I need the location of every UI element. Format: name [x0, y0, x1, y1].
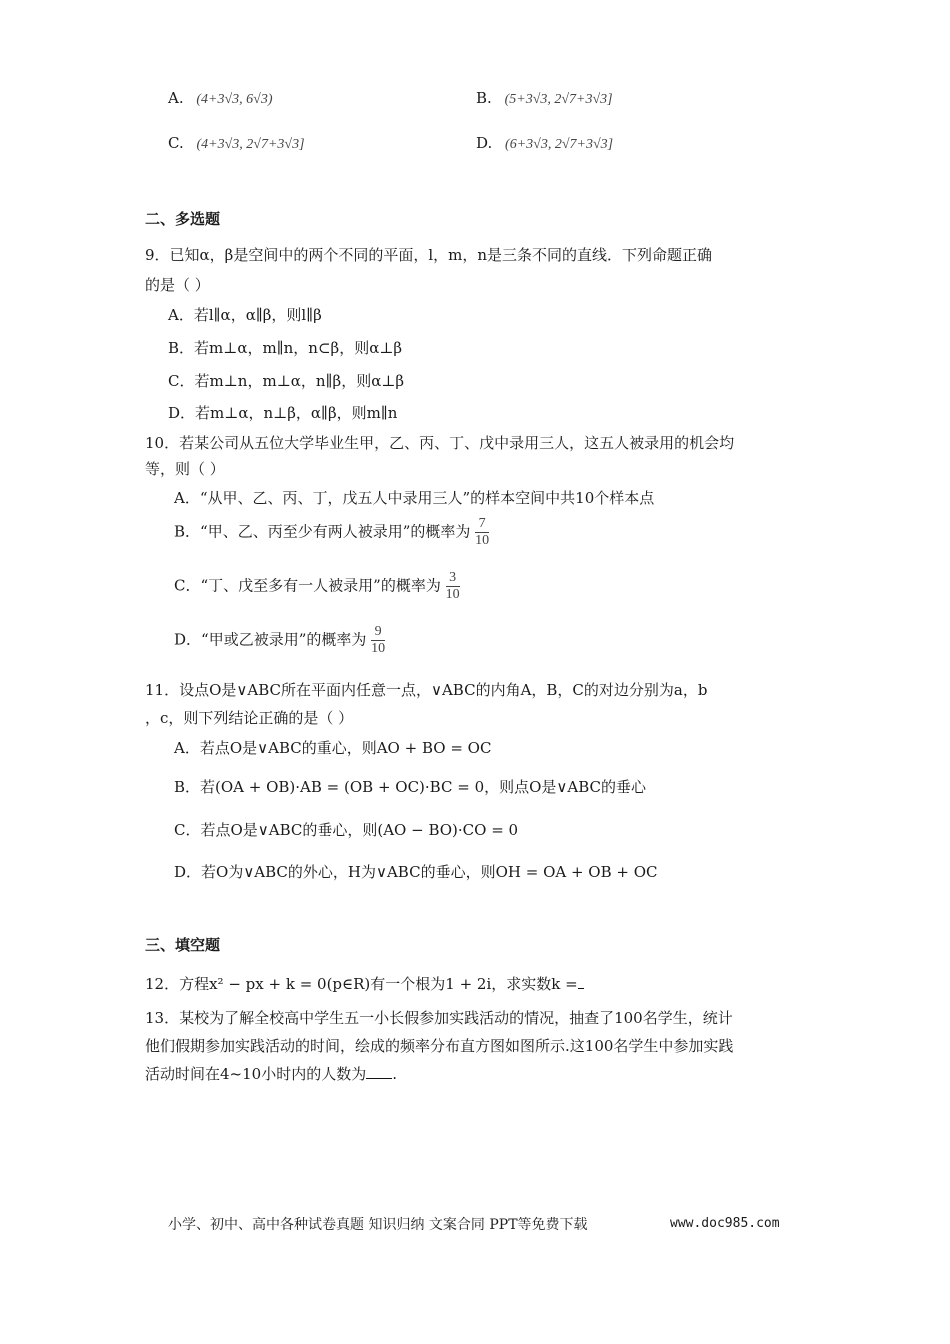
- q9-option-b: B．若m⊥α，m∥n，n⊂β，则α⊥β: [168, 339, 403, 357]
- denominator: 10: [371, 641, 386, 656]
- option-expr: (4+3√3, 6√3): [196, 92, 273, 107]
- q11-stem-line1: 11．设点O是∨ABC所在平面内任意一点，∨ABC的内角A，B，C的对边分别为a，b: [145, 681, 708, 699]
- q8-option-d: [476, 133, 613, 155]
- q11-option-c: C．若点O是∨ABC的垂心，则(AO − BO)·CO = 0: [174, 821, 519, 839]
- option-label: C.: [168, 134, 184, 152]
- section-title: 二、多选题: [145, 210, 221, 228]
- option-text: B．“甲、乙、丙至少有两人被录用”的概率为: [174, 522, 471, 541]
- option-expr: (4+3√3, 2√7+3√3]: [196, 137, 305, 152]
- option-expr: (5+3√3, 2√7+3√3]: [504, 92, 613, 107]
- option-text: D．“甲或乙被录用”的概率为: [174, 630, 367, 649]
- q12-stem: [145, 974, 584, 994]
- q10-option-d: [174, 624, 385, 657]
- q10-option-c: [174, 570, 460, 603]
- q9-stem-line1: 9．已知α，β是空间中的两个不同的平面，l，m，n是三条不同的直线．下列命题正确: [145, 246, 713, 264]
- q11-option-a: A．若点O是∨ABC的重心，则AO + BO = OC: [174, 739, 492, 757]
- fraction: [446, 570, 460, 603]
- footer-url[interactable]: www.doc985.com: [670, 1216, 780, 1231]
- fraction: [475, 516, 489, 549]
- q12-text: 12．方程x² − px + k = 0(p∈R)有一个根为1 + 2i，求实数k =: [145, 975, 578, 993]
- q11-stem-line2: ，c，则下列结论正确的是（ ）: [145, 709, 354, 727]
- denominator: 10: [475, 533, 490, 548]
- q9-option-c: C．若m⊥n，m⊥α，n∥β，则α⊥β: [168, 372, 405, 390]
- option-label: B.: [476, 89, 492, 107]
- option-text: C．“丁、戊至多有一人被录用”的概率为: [174, 576, 441, 595]
- option-label: A.: [168, 89, 184, 107]
- q13-stem-line3: 活动时间在4~10小时内的人数为 .: [145, 1065, 397, 1083]
- numerator: 3: [449, 570, 457, 585]
- denominator: 10: [445, 587, 460, 602]
- numerator: 9: [374, 624, 382, 639]
- q13-text: 活动时间在4~10小时内的人数为: [145, 1065, 367, 1083]
- answer-blank: [366, 1064, 392, 1079]
- answer-blank: [578, 974, 584, 989]
- numerator: 7: [478, 516, 486, 531]
- q9-stem-line2: 的是（ ）: [145, 276, 210, 294]
- q9-option-a: A．若l∥α，α∥β，则l∥β: [168, 306, 322, 324]
- q10-stem-line1: 10．若某公司从五位大学毕业生甲，乙、丙、丁、戊中录用三人，这五人被录用的机会均: [145, 434, 735, 452]
- q8-option-c: [168, 133, 305, 155]
- option-expr: (6+3√3, 2√7+3√3]: [505, 137, 614, 152]
- section-title: 三、填空题: [145, 936, 221, 954]
- q13-stem-line1: 13．某校为了解全校高中学生五一小长假参加实践活动的情况，抽查了100名学生，统计: [145, 1009, 733, 1027]
- q11-option-d: D．若O为∨ABC的外心，H为∨ABC的垂心，则OH = OA + OB + OC: [174, 863, 658, 881]
- q11-option-b: B．若(OA + OB)·AB = (OB + OC)·BC = 0，则点O是∨ABC的垂心: [174, 778, 646, 796]
- q9-option-d: D．若m⊥α，n⊥β，α∥β，则m∥n: [168, 404, 398, 422]
- q10-option-b: [174, 516, 489, 549]
- q10-option-a: A．“从甲、乙、丙、丁，戊五人中录用三人”的样本空间中共10个样本点: [174, 489, 655, 507]
- q10-stem-line2: 等，则（ ）: [145, 460, 225, 478]
- q13-stem-line2: 他们假期参加实践活动的时间，绘成的频率分布直方图如图所示.这100名学生中参加实践: [145, 1037, 734, 1055]
- fraction: [371, 624, 385, 657]
- q8-option-b: [476, 88, 613, 110]
- option-label: D.: [476, 134, 493, 152]
- q8-option-a: [168, 88, 273, 110]
- footer-text: 小学、初中、高中各种试卷真题 知识归纳 文案合同 PPT等免费下载: [168, 1217, 588, 1233]
